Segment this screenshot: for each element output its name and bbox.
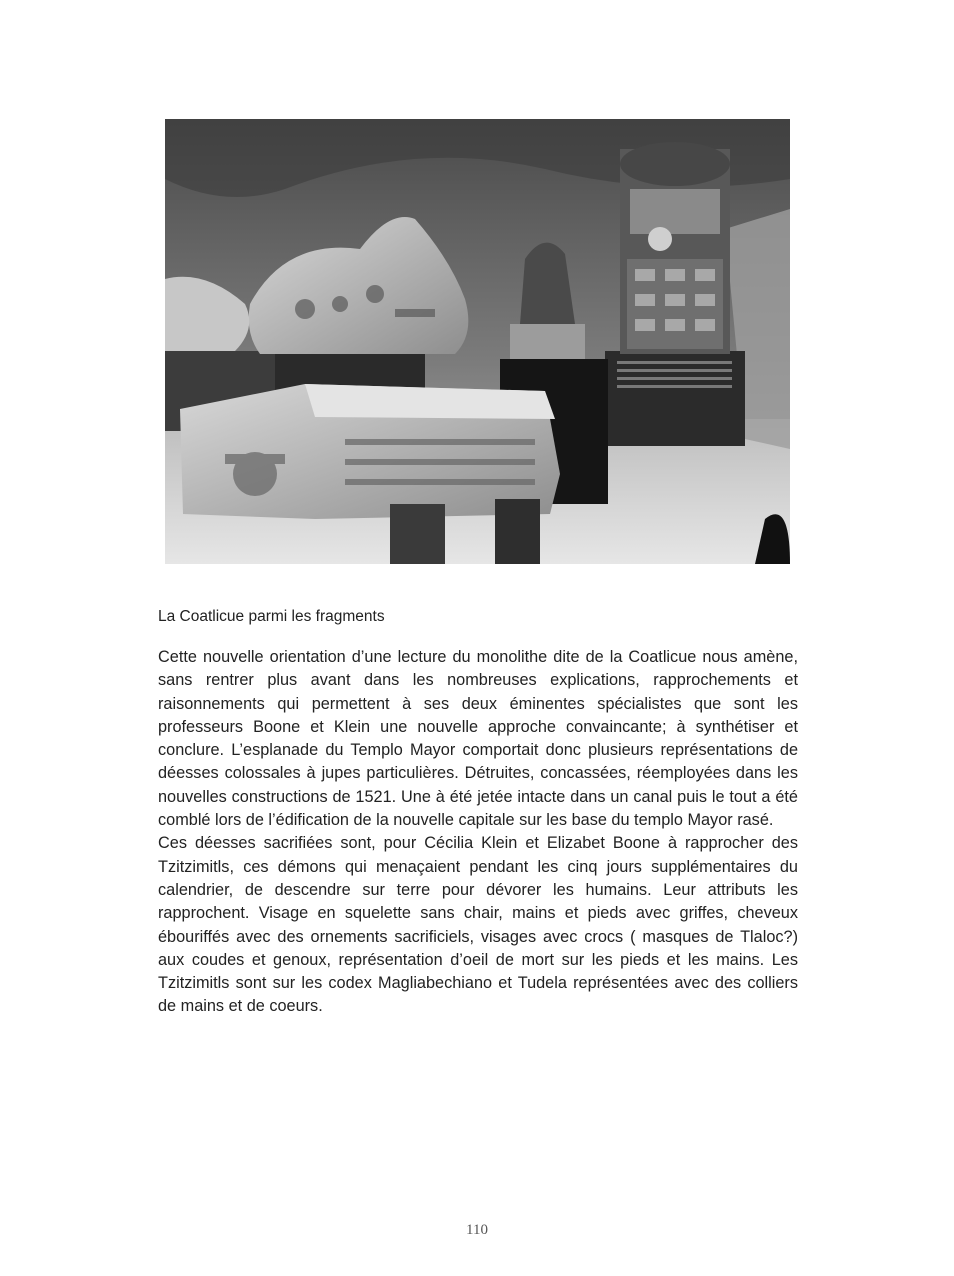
paragraph: Cette nouvelle orientation d’une lecture du monolithe dite de la Coatlicue nous amène, sans rentrer plus avant dans les nombreuses explications, rapprochements et raisonnements qui permettent à ses deux éminentes spécialistes que sont les professeurs Boone et Klein une nouvelle approche convaincante; à synthétiser et conclure. L’esplanade du Templo Mayor comportait donc plusieurs représentations de déesses colossales à jupes particulières. Détruites, concassées, réemployées dans les nouvelles constructions de 1521. Une à été jetée intacte dans un canal puis le tout a été comblé lors de l’édification de la nouvelle capitale sur les base du templo Mayor rasé. <box>158 648 798 830</box>
paragraph: Ces déesses sacrifiées sont, pour Cécilia Klein et Elizabet Boone à rapprocher des Tzitzimitls, ces démons qui menaçaient pendant les cinq jours supplémentaires du calendrier, de descendre sur terre pour dévorer les humains. Leur attributs les rapprochent. Visage en squelette sans chair, mains et pieds avec griffes, cheveux ébouriffés avec des ornements sacrificiels, visages avec crocs ( masques de Tlaloc?) aux coudes et genoux, représentation d’oeil de mort sur les pieds et les mains. Les Tzitzimitls sont sur les codex Magliabechiano et Tudela représentées avec des colliers de mains et de coeurs. <box>158 834 798 1016</box>
block-leg-left <box>390 504 445 564</box>
block-leg-right <box>495 499 540 564</box>
page-number: 110 <box>466 1222 488 1238</box>
figure-caption: La Coatlicue parmi les fragments <box>158 608 385 625</box>
body-text <box>158 646 798 1019</box>
coatlicue-statue <box>620 142 730 354</box>
middle-pedestal <box>510 324 585 359</box>
coatlicue-pedestal <box>605 351 745 446</box>
museum-photo <box>165 119 790 564</box>
